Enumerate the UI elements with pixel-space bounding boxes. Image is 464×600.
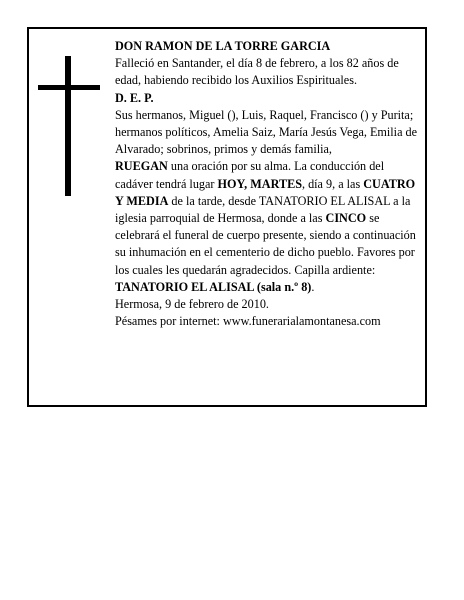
ruegan-label: RUEGAN — [115, 159, 168, 174]
condolences-link: Pésames por internet: www.funerarialamontanesa.com — [115, 314, 381, 329]
place-and-date: Hermosa, 9 de febrero de 2010. — [115, 297, 269, 312]
funeral-text-1: una oración por su alma. La conducción del cadáver tendrá lugar — [115, 159, 385, 191]
cross-vertical-bar — [65, 56, 71, 196]
funeral-details — [115, 158, 420, 296]
rest-in-peace: D. E. P. — [115, 90, 154, 105]
funeral-day: HOY, MARTES — [217, 176, 302, 191]
chapel-location: TANATORIO EL ALISAL (sala n.º 8) — [115, 279, 312, 294]
funeral-mass-time: CINCO — [325, 211, 367, 226]
funeral-text-3: de la tarde, desde TANATORIO EL ALISAL a la iglesia parroquial de Hermosa, donde a las — [115, 193, 411, 226]
funeral-text-4: se celebrará el funeral de cuerpo presente, siendo a continuación su inhumación en el cementerio de dicho pueblo. Favores por los cuales les quedarán agradecidos. Capilla ardiente: — [115, 211, 416, 277]
family-list: Sus hermanos, Miguel (), Luis, Raquel, Francisco () y Purita; hermanos políticos, Amelia Saiz, María Jesús Vega, Emilia de Alvarado; sobrinos, primos y demás familia, — [115, 107, 418, 157]
obituary-text — [115, 38, 420, 330]
death-statement: Falleció en Santander, el día 8 de febrero, a los 82 años de edad, habiendo recibido los Auxilios Espirituales. — [115, 56, 399, 88]
latin-cross-icon — [38, 56, 100, 196]
cross-horizontal-bar — [38, 85, 100, 90]
funeral-text-2: , día 9, a las — [301, 176, 364, 191]
funeral-time: CUATRO Y MEDIA — [115, 176, 416, 208]
funeral-text-5: . — [311, 279, 315, 294]
deceased-name: DON RAMON DE LA TORRE GARCIA — [115, 39, 331, 53]
